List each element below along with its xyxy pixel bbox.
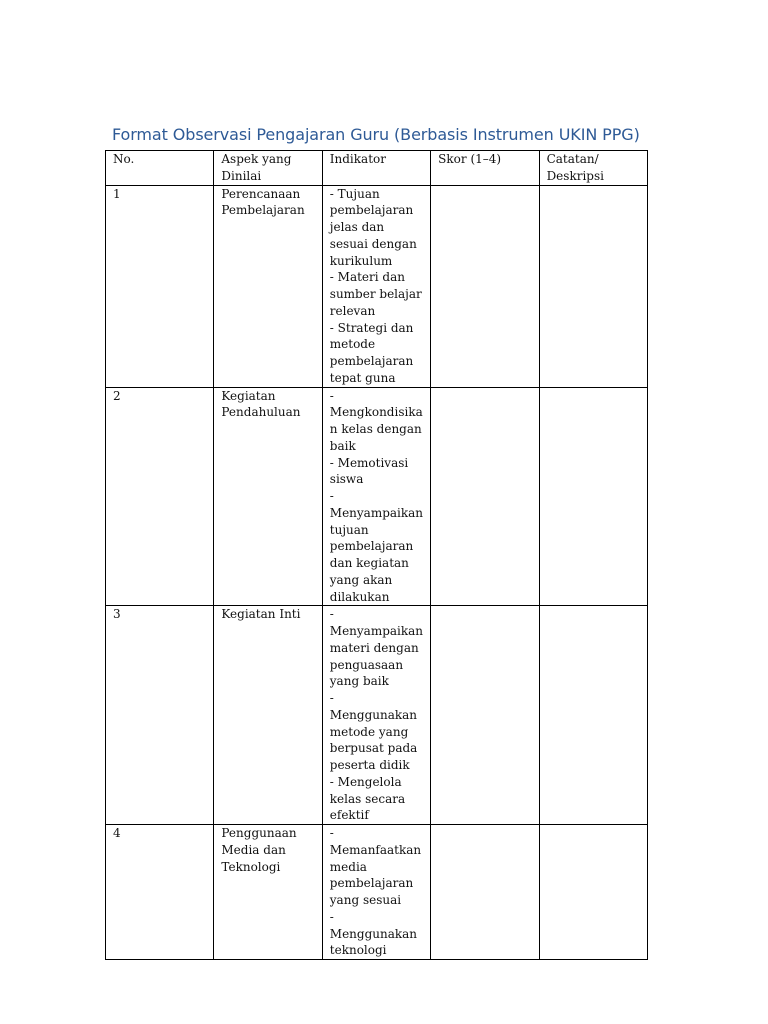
table-row [106, 387, 648, 606]
indikator-item: - Tujuan pembelajaran jelas dan sesuai dengan kurikulum [329, 186, 417, 268]
indikator-item: - Materi dan sumber belajar relevan [329, 270, 422, 318]
cell-indikator [322, 185, 430, 387]
indikator-item: - Menyampaikan materi dengan penguasaan yang baik [329, 607, 424, 689]
observation-table [105, 150, 648, 960]
cell-catatan [539, 387, 647, 606]
cell-catatan [539, 185, 647, 387]
cell-aspek: Penggunaan Media dan Teknologi [214, 825, 322, 960]
cell-skor [431, 185, 539, 387]
indikator-item: - Menyampaikan tujuan pembelajaran dan kegiatan yang akan dilakukan [329, 489, 424, 604]
cell-skor [431, 606, 539, 825]
indikator-item: - Menggunakan teknologi [329, 909, 418, 958]
cell-aspek: Perencanaan Pembelajaran [214, 185, 322, 387]
table-row [106, 606, 648, 825]
indikator-item: - Memotivasi siswa [329, 455, 409, 487]
cell-no: 4 [106, 825, 214, 960]
cell-no: 2 [106, 387, 214, 606]
header-no: No. [106, 151, 214, 186]
cell-indikator [322, 825, 430, 960]
cell-catatan [539, 825, 647, 960]
cell-catatan [539, 606, 647, 825]
cell-no: 1 [106, 185, 214, 387]
cell-aspek: Kegiatan Inti [214, 606, 322, 825]
document-title: Format Observasi Pengajaran Guru (Berbasis Instrumen UKIN PPG) [112, 125, 640, 144]
table-row [106, 825, 648, 960]
header-catatan: Catatan/ Deskripsi [539, 151, 647, 186]
cell-skor [431, 387, 539, 606]
indikator-item: - Menggunakan metode yang berpusat pada peserta didik [329, 691, 418, 772]
cell-skor [431, 825, 539, 960]
cell-no: 3 [106, 606, 214, 825]
indikator-item: - Memanfaatkan media pembelajaran yang sesuai [329, 826, 422, 907]
cell-indikator [322, 387, 430, 606]
header-aspek: Aspek yang Dinilai [214, 151, 322, 186]
cell-aspek: Kegiatan Pendahuluan [214, 387, 322, 606]
indikator-item: - Mengelola kelas secara efektif [329, 774, 406, 823]
table-row [106, 185, 648, 387]
indikator-item: - Strategi dan metode pembelajaran tepat guna [329, 320, 414, 385]
cell-indikator [322, 606, 430, 825]
header-indikator: Indikator [322, 151, 430, 186]
table-header-row [106, 151, 648, 186]
indikator-item: - Mengkondisikan kelas dengan baik [329, 388, 423, 453]
header-skor: Skor (1–4) [431, 151, 539, 186]
